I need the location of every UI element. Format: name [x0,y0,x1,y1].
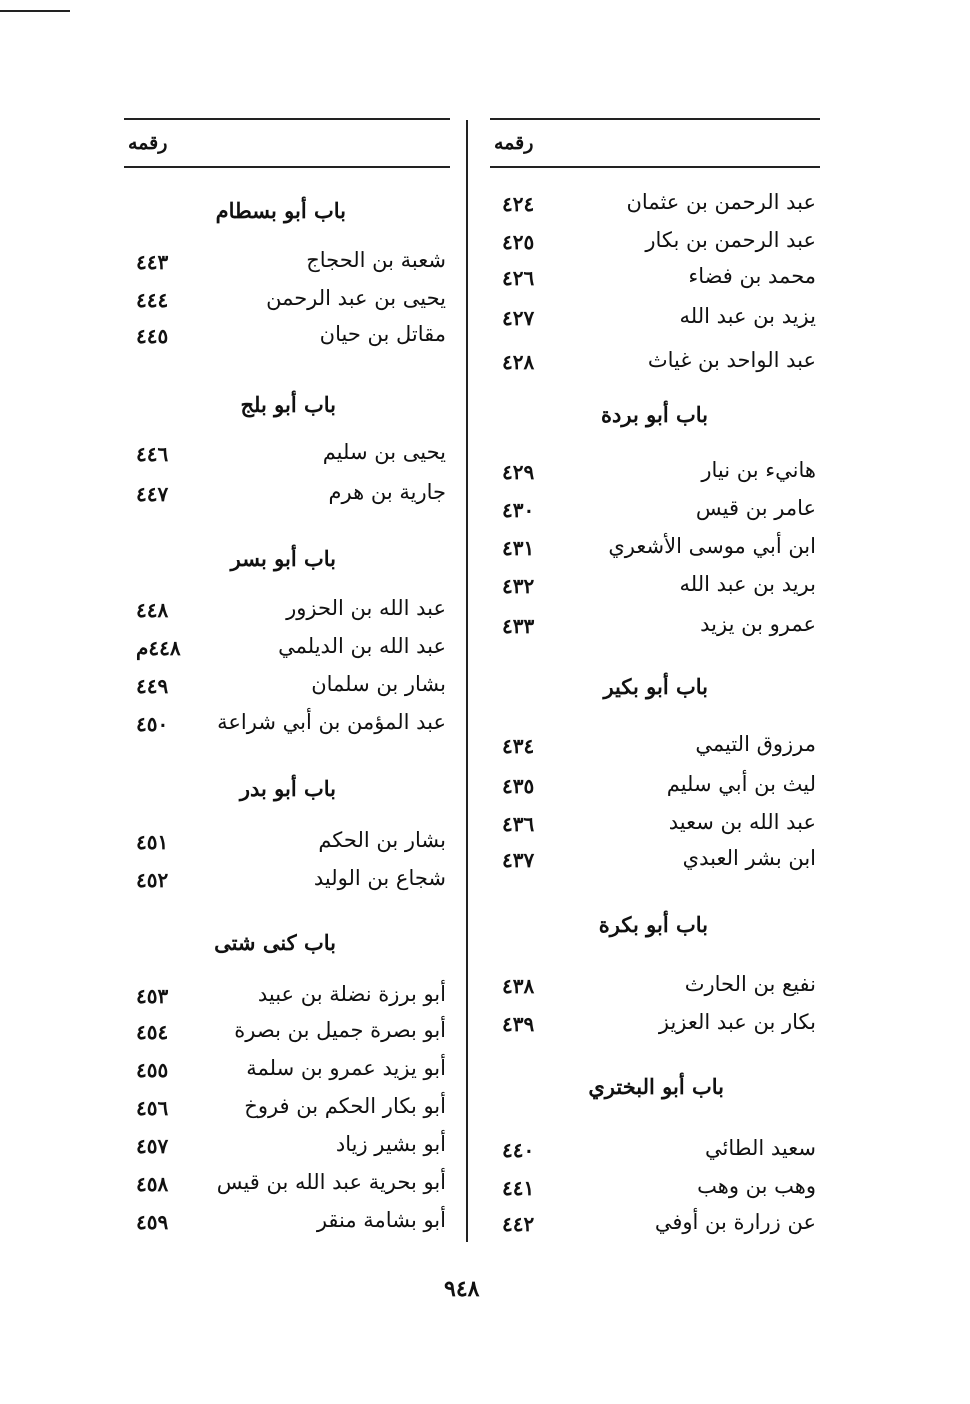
entry-number: ٤٢٨ [502,350,535,374]
index-entry [124,864,450,900]
section-heading: باب أبو بردة [601,402,708,427]
entry-name: جارية بن هرم [328,480,446,504]
entry-number: ٤٤٩ [136,674,169,698]
index-entry [124,1054,450,1090]
section-heading: باب أبو البختري [588,1074,724,1099]
entry-name: بشار بن سلمان [311,672,446,696]
entry-name: يزيد بن عبد الله [679,304,816,328]
section-heading: باب أبو بسر [230,546,336,571]
entry-number: ٤٤٣ [136,250,169,274]
entry-number: ٤٣٢ [502,574,535,598]
index-entry [490,1008,820,1044]
index-entry [490,570,820,606]
entry-number: ٤٥٢ [136,868,169,892]
right-column [490,118,820,1248]
index-entry [490,226,820,262]
index-entry [490,1208,820,1244]
entry-number: ٤٥٦ [136,1096,169,1120]
header-rule-top [490,118,820,120]
section-heading: باب أبو بكرة [598,912,708,937]
entry-name: وهب بن وهب [697,1174,816,1198]
entry-number: ٤٢٥ [502,230,535,254]
top-rule [0,10,70,12]
entry-name: أبو بحرية عبد الله بن قيس [216,1170,446,1194]
index-entry [124,478,450,514]
number-column-header: رقمه [128,132,168,154]
index-entry [124,826,450,862]
entry-name: يحيى بن عبد الرحمن [266,286,446,310]
entry-name: بريد بن عبد الله [679,572,816,596]
entry-number: ٤٣٨ [502,974,535,998]
entry-number: ٤٤٤ [136,288,169,312]
entry-name: عمرو بن يزيد [700,612,816,636]
entry-number: ٤٥٥ [136,1058,169,1082]
number-column-header: رقمه [494,132,534,154]
column-divider [466,120,468,1242]
index-entry [490,970,820,1006]
entry-number: ٤٣٧ [502,848,535,872]
entry-number: ٤٤٨م [136,636,181,660]
section-heading: باب أبو بلج [240,392,336,417]
entry-name: سعيد الطائي [705,1136,816,1160]
entry-name: مقاتل بن حيان [319,322,446,346]
entry-number: ٤٤٥ [136,324,169,348]
index-entry [490,808,820,844]
entry-number: ٤٣٠ [502,498,535,522]
index-entry [490,770,820,806]
entry-name: هانيء بن نيار [701,458,816,482]
entry-name: عن زرارة بن أوفي [654,1210,816,1234]
entry-number: ٤٣٣ [502,614,535,638]
index-entry [124,670,450,706]
header-rule-top [124,118,450,120]
index-entry [124,1206,450,1242]
entry-name: عبد الواحد بن غياث [647,348,816,372]
entry-name: شعبة بن الحجاج [306,248,446,272]
index-entry [124,246,450,282]
entry-number: ٤٥٠ [136,712,169,736]
page-number: ٩٤٨ [444,1276,480,1302]
entry-number: ٤٣٩ [502,1012,535,1036]
entry-name: بكار بن عبد العزيز [658,1010,816,1034]
index-entry [124,708,450,744]
section-heading: باب أبو بدر [239,776,336,801]
entry-name: بشار بن الحكم [318,828,446,852]
index-entry [490,346,820,382]
entry-number: ٤٣٥ [502,774,535,798]
index-entry [124,980,450,1016]
index-entry [490,1134,820,1170]
entry-number: ٤٢٤ [502,192,535,216]
index-entry [490,456,820,492]
section-heading: باب أبو بسطام [215,198,346,223]
entry-name: أبو يزيد عمرو بن سلمة [246,1056,446,1080]
entry-number: ٤٥٧ [136,1134,169,1158]
entry-number: ٤٣٦ [502,812,535,836]
entry-number: ٤٢٧ [502,306,535,330]
entry-name: عامر بن قيس [695,496,816,520]
entry-number: ٤٥٤ [136,1020,169,1044]
index-entry [490,844,820,880]
index-entry [124,438,450,474]
entry-number: ٤٥٣ [136,984,169,1008]
entry-name: ابن بشر العبدي [682,846,816,870]
index-entry [490,610,820,646]
entry-name: ليث بن أبي سليم [666,772,816,796]
entry-name: يحيى بن سليم [322,440,446,464]
entry-number: ٤٤٢ [502,1212,535,1236]
entry-name: عبد المؤمن بن أبي شراعة [217,710,446,734]
index-entry [490,730,820,766]
entry-name: أبو بشير زياد [335,1132,446,1156]
index-entry [124,284,450,320]
index-entry [490,494,820,530]
entry-number: ٤٥٨ [136,1172,169,1196]
section-heading: باب أبو بكير [603,674,708,699]
entry-number: ٤٥١ [136,830,169,854]
index-entry [124,594,450,630]
entry-name: أبو برزة نضلة بن عبيد [257,982,446,1006]
entry-number: ٤٢٩ [502,460,535,484]
index-entry [124,320,450,356]
entry-number: ٤٣٤ [502,734,535,758]
header-rule-bottom [124,166,450,168]
entry-number: ٤٤٧ [136,482,169,506]
entry-number: ٤٥٩ [136,1210,169,1234]
entry-name: عبد الله بن الحزور [286,596,446,620]
index-entry [490,302,820,338]
entry-number: ٤٤٨ [136,598,169,622]
entry-name: مرزوق التيمي [695,732,816,756]
index-entry [490,188,820,224]
header-rule-bottom [490,166,820,168]
entry-name: عبد الرحمن بن عثمان [626,190,816,214]
entry-name: أبو بصرة جميل بن بصرة [234,1018,446,1042]
index-entry [124,632,450,668]
section-heading: باب كنى شتى [214,930,336,955]
entry-name: عبد الله بن الديلمي [278,634,446,658]
index-entry [124,1016,450,1052]
entry-name: عبد الرحمن بن بكار [645,228,816,252]
index-entry [490,1172,820,1208]
entry-number: ٤٤٦ [136,442,169,466]
entry-name: أبو بكار الحكم بن فروخ [244,1094,446,1118]
left-column [124,118,450,1248]
entry-name: أبو بشامة منقر [316,1208,446,1232]
entry-name: محمد بن فضاء [688,264,816,288]
entry-number: ٤٣١ [502,536,535,560]
entry-name: ابن أبي موسى الأشعري [608,534,816,558]
entry-number: ٤٢٦ [502,266,535,290]
entry-name: عبد الله بن سعيد [668,810,816,834]
entry-name: نفيع بن الحارث [684,972,816,996]
index-entry [490,262,820,298]
entry-number: ٤٤١ [502,1176,535,1200]
entry-name: شجاع بن الوليد [313,866,446,890]
index-entry [124,1092,450,1128]
index-entry [124,1130,450,1166]
index-entry [124,1168,450,1204]
index-entry [490,532,820,568]
entry-number: ٤٤٠ [502,1138,535,1162]
